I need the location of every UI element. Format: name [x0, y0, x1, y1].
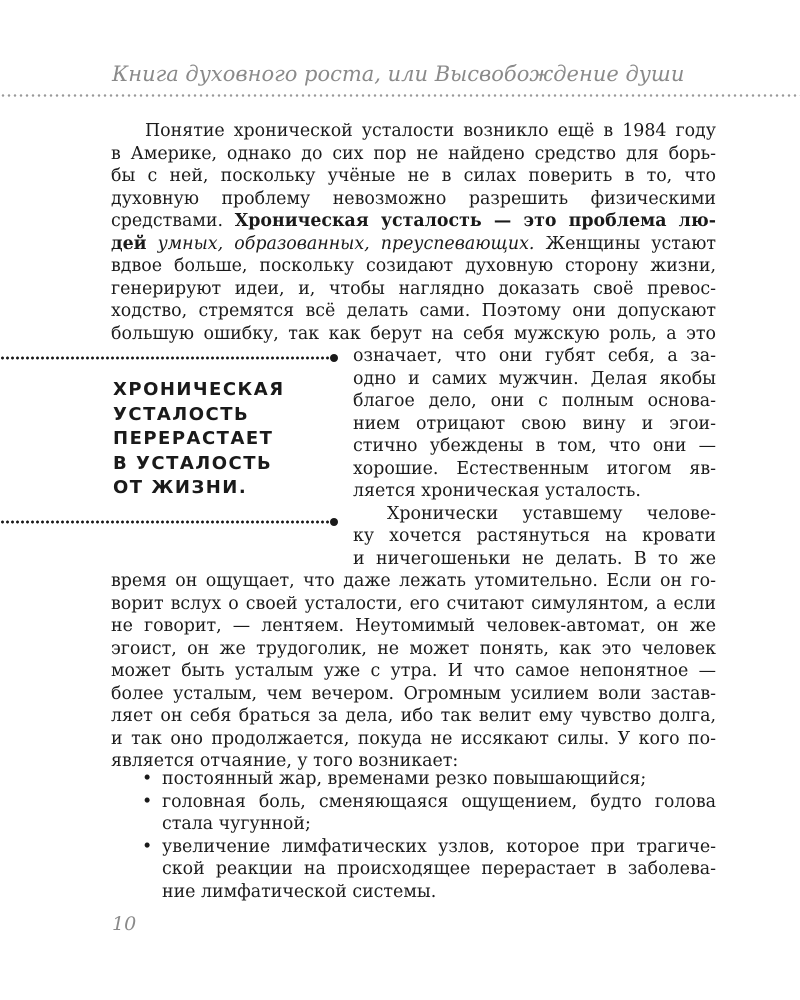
- text-line: Хронически уставшему челове-: [387, 504, 716, 524]
- sidebar-top-rule-dot: [330, 354, 338, 362]
- bullet-icon: •: [142, 769, 153, 789]
- list-item-continuation: стала чугунной;: [162, 814, 311, 834]
- list-item: увеличение лимфатических узлов, которое при трагиче-: [162, 837, 716, 857]
- pull-quote-line: УСТАЛОСТЬ: [113, 403, 250, 425]
- list-item-continuation: ние лимфатической системы.: [162, 882, 437, 902]
- sidebar-top-dotted-rule: [0, 356, 334, 360]
- text-line: и ничегошеньки не делать. В то же: [353, 549, 716, 569]
- text-line: хорошие. Естественным итогом яв-: [353, 459, 716, 479]
- text-line: нием отрицают свою вину и эгои-: [353, 414, 716, 434]
- text-line: ляет он себя браться за дела, ибо так велит ему чувство долга,: [111, 706, 716, 726]
- pull-quote-line: ОТ ЖИЗНИ.: [113, 477, 248, 498]
- running-head: Книга духовного роста, или Высвобождение души: [112, 62, 685, 86]
- sidebar-bottom-rule-dot: [330, 518, 338, 526]
- text-line: означает, что они губят себя, а за-: [353, 346, 716, 366]
- text-line: вдвое больше, поскольку созидают духовную сторону жизни,: [111, 256, 716, 276]
- text-line: не говорит, — лентяем. Неутомимый человек-автомат, он же: [111, 616, 716, 636]
- text-line: является отчаяние, у того возникает:: [111, 751, 459, 771]
- list-item: постоянный жар, временами резко повышающийся;: [162, 769, 647, 789]
- text-line: большую ошибку, так как берут на себя мужскую роль, а это: [111, 324, 716, 344]
- text-line: стично убеждены в том, что они —: [353, 436, 716, 456]
- pull-quote-line: В УСТАЛОСТЬ: [113, 452, 273, 474]
- text-line: духовную проблему невозможно разрешить физическими: [111, 189, 716, 209]
- header-dotted-rule: [0, 94, 800, 97]
- text-line: генерируют идеи, и, чтобы наглядно доказать своё превос-: [111, 279, 716, 299]
- text-line: более усталым, чем вечером. Огромным усилием воли застав-: [111, 684, 716, 704]
- list-item-continuation: ской реакции на происходящее перерастает в заболева-: [162, 859, 716, 879]
- text-line: время он ощущает, что даже лежать утомительно. Если он го-: [111, 571, 716, 591]
- sidebar-pull-quote: [113, 378, 323, 501]
- bullet-icon: •: [142, 792, 153, 812]
- list-item: головная боль, сменяющаяся ощущением, будто голова: [162, 792, 716, 812]
- pull-quote-line: ПЕРЕРАСТАЕТ: [113, 428, 274, 449]
- pull-quote-line: ХРОНИЧЕСКАЯ: [113, 379, 285, 400]
- text-line: ляется хроническая усталость.: [353, 481, 641, 501]
- text-line: ходство, стремятся всё делать сами. Поэтому они допускают: [111, 301, 716, 321]
- text-line: эгоист, он же трудоголик, не может понять, как это человек: [111, 639, 716, 659]
- text-line: ку хочется растянуться на кровати: [353, 526, 716, 546]
- text-line: в Америке, однако до сих пор не найдено средство для борь-: [111, 144, 716, 164]
- text-line: может быть усталым уже с утра. И что самое непонятное —: [111, 661, 716, 681]
- text-line: одно и самих мужчин. Делая якобы: [353, 369, 716, 389]
- text-line: благое дело, они с полным основа-: [353, 391, 716, 411]
- text-line: бы с ней, поскольку учёные не в силах поверить в то, что: [111, 166, 716, 186]
- text-line: дей умных, образованных, преуспевающих. Женщины устают: [111, 234, 717, 254]
- bullet-icon: •: [142, 837, 153, 857]
- text-line: и так оно продолжается, покуда не иссякают силы. У кого по-: [111, 729, 716, 749]
- text-line: средствами. Хроническая усталость — это проблема лю-: [111, 211, 716, 231]
- sidebar-bottom-dotted-rule: [0, 520, 334, 524]
- page-number: 10: [112, 913, 137, 935]
- text-line: ворит вслух о своей усталости, его считают симулянтом, а если: [111, 594, 716, 614]
- text-line: Понятие хронической усталости возникло ещё в 1984 году: [145, 121, 716, 141]
